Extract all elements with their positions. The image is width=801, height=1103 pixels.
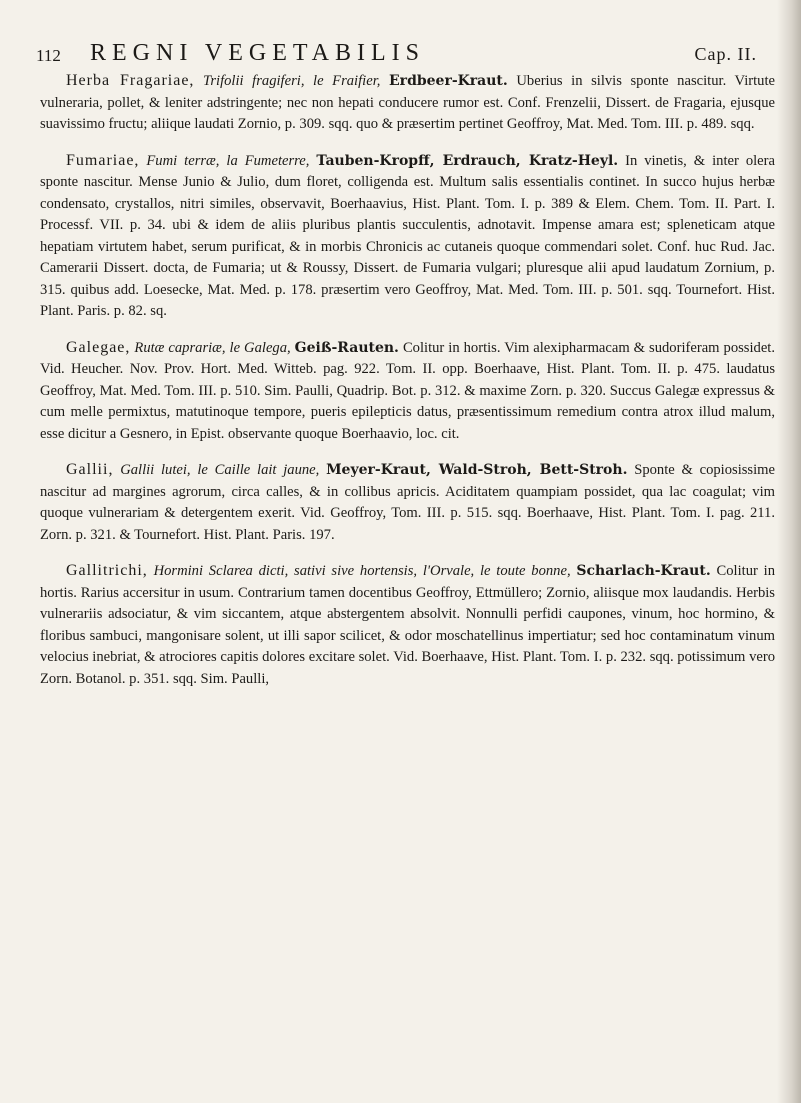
- running-head: REGNI VEGETABILIS: [90, 40, 425, 66]
- entry-lemma: Gallii,: [66, 461, 114, 478]
- entry-fumaria: [40, 150, 775, 323]
- entry-german-name: Meyer-Kraut, Wald-Stroh, Bett-Stroh.: [326, 462, 628, 478]
- chapter-reference: Cap. II.: [694, 44, 757, 64]
- entry-body: In vinetis, & inter olera sponte nascitur. Mense Junio & Julio, dum floret, colligenda est. Multum salis essentialis continet. In succo hujus herbæ condensato, crystallos, nitri similes, observavit, Boerhaavius, Hist. Plant. Tom. I. p. 389 & Elem. Chem. Tom. II. Part. I. Processf. VII. p. 34. ubi & idem de aliis pluribus plantis succulentis, adnotavit. Impense amara est; spleneticam atque hepatiam virtutem habet, serum purificat, & in morbis Chronicis ac cutaneis quoque commendari solet. Conf. huc Rud. Jac. Camerarii Dissert. docta, de Fumaria; ut & Roussy, Dissert. de Fumaria vulgari; pluresque alii apud laudatum Zornium, p. 315. quibus add. Loesecke, Mat. Med. p. 178. præsertim vero Geoffroy, Mat. Med. Tom. III. p. 501. sqq. Tournefort. Hist. Plant. Paris. p. 82. sq.: [40, 152, 775, 319]
- entry-german-name: Erdbeer-Kraut.: [389, 73, 508, 89]
- entry-vernacular: Hormini Sclarea dicti, sativi sive hortensis, l'Orvale, le toute bonne,: [153, 563, 571, 579]
- page-number: 112: [36, 46, 61, 65]
- entry-lemma: Herba Fragariae,: [66, 72, 195, 89]
- entry-german-name: Geiß-Rauten.: [294, 339, 399, 356]
- main-text: [40, 70, 775, 690]
- entry-vernacular: Rutæ caprariæ, le Galega,: [134, 339, 291, 356]
- entry-body: Uberius in silvis sponte nascitur. Virtute vulneraria, pollet, & leniter adstringente; nec non hepati conducere rumor est. Conf. Frenzelii, Dissert. de Fragaria, ejusque suavissimo fructu; aliique laudati Zornio, p. 309. sqq. quo & præsertim pertinet Geoffroy, Mat. Med. Tom. III. p. 489. sqq.: [40, 73, 776, 132]
- entry-body: Sponte & copiosissime nascitur ad margines agrorum, circa calles, & in collibus apricis. Aciditatem quampiam possidet, qua lac coagulat; vim quoque vulnerariam & detergentem exerit. Vid. Geoffroy, Tom. III. p. 515. sqq. Boerhaave, Hist. Plant. Tom. I. pag. 211. Zorn. p. 321. & Tournefort. Hist. Plant. Paris. 197.: [40, 462, 775, 543]
- entry-fragaria: [40, 70, 775, 136]
- entry-german-name: Scharlach-Kraut.: [576, 563, 711, 579]
- page-header: [36, 40, 773, 70]
- entry-gallium: [40, 459, 775, 546]
- entry-german-name: Tauben-Kropff, Erdrauch, Kratz-Heyl.: [316, 152, 619, 169]
- entry-lemma: Galegae,: [66, 338, 131, 356]
- entry-body: Colitur in hortis. Vim alexipharmacam & sudoriferam possidet. Vid. Heucher. Nov. Prov. Hort. Med. Witteb. pag. 922. Tom. II. opp. Boerhaave, Hist. Plant. Tom. II. p. 475. laudatus Geoffroy, Mat. Med. Tom. III. p. 510. Sim. Paulli, Quadrip. Bot. p. 312. & maxime Zorn. p. 320. Succus Galegæ expressus & cum melle permixtus, matutinoque tempore, pueris epilepticis datus, præsentissimum remedium contra atrox illud malum, esse dicitur a Gesnero, in Epist. observante quoque Boerhaavio, loc. cit.: [40, 339, 776, 442]
- entry-galega: [40, 337, 775, 446]
- entry-vernacular: Trifolii fragiferi, le Fraifier,: [203, 73, 381, 89]
- entry-vernacular: Fumi terræ, la Fumeterre,: [146, 152, 310, 169]
- entry-lemma: Gallitrichi,: [66, 562, 148, 579]
- entry-gallitrichum: [40, 560, 775, 690]
- entry-lemma: Fumariae,: [66, 151, 140, 169]
- page-gutter-shadow: [777, 0, 801, 1103]
- entry-vernacular: Gallii lutei, le Caille lait jaune,: [120, 462, 320, 478]
- entry-body: Colitur in hortis. Rarius accersitur in usum. Contrarium tamen docentibus Geoffroy, Ettmüllero; Zornio, aliisque mox laudandis. Herbis vulnerariis adsociatur, & vim siccantem, atque abstergentem absolvit. Nonnulli perfidi caupones, vinum, hoc hormino, & floribus sambuci, mangonisare solent, ut illi sapor scilicet, & odor moschatellinus impertiatur; sed hoc contaminatum vinum velocius inebriat, & atrociores capitis dolores excitare solet. Vid. Boerhaave, Hist. Plant. Tom. I. p. 232. sqq. potissimum vero Zorn. Botanol. p. 351. sqq. Sim. Paulli,: [40, 563, 775, 687]
